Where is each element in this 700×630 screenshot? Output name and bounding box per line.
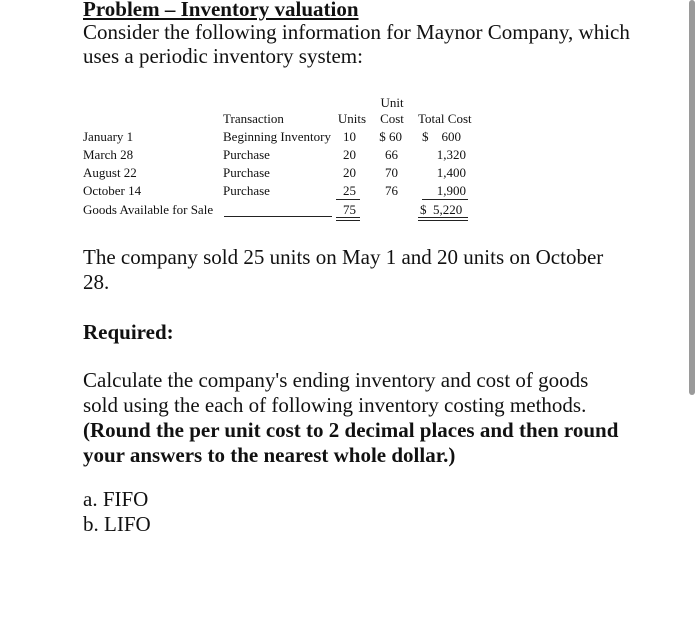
- row-transaction: Purchase: [223, 147, 270, 162]
- row-unit-cost: 66: [385, 147, 398, 162]
- total-cost-subtotal-line: [422, 199, 468, 200]
- intro-paragraph: Consider the following information for Maynor Company, which uses a periodic inventory system:: [83, 20, 630, 68]
- row-transaction: Purchase: [223, 183, 270, 198]
- row-units: 10: [343, 129, 356, 144]
- row-unit-cost: $ 60: [379, 129, 402, 144]
- instructions-paragraph: [83, 368, 628, 468]
- row-units: 20: [343, 165, 356, 180]
- header-total-cost: Total Cost: [418, 111, 472, 126]
- total-cost-value: $ 5,220: [420, 202, 463, 217]
- instructions-text: Calculate the company's ending inventory and cost of goods sold using the each of following inventory costing methods.: [83, 368, 589, 417]
- row-unit-cost: 70: [385, 165, 398, 180]
- methods-list: [83, 487, 151, 537]
- problem-title: Problem – Inventory valuation: [83, 0, 359, 21]
- method-item-fifo: a. FIFO: [83, 487, 149, 511]
- total-row-label: Goods Available for Sale: [83, 202, 214, 217]
- total-units: 75: [343, 202, 356, 217]
- row-total-cost: 1,320: [436, 147, 466, 162]
- vertical-scrollbar[interactable]: [689, 0, 695, 395]
- row-total-cost: $ 600: [422, 129, 461, 144]
- units-subtotal-line: [336, 199, 360, 200]
- total-double-line-top: [418, 217, 468, 218]
- row-date: March 28: [83, 147, 134, 162]
- required-heading: Required:: [83, 320, 174, 344]
- row-transaction: Beginning Inventory: [223, 129, 331, 144]
- header-transaction: Transaction: [223, 111, 284, 126]
- row-units: 25: [343, 183, 356, 198]
- total-row-rule: [224, 216, 332, 217]
- rounding-instruction: (Round the per unit cost to 2 decimal places and then round your answers to the nearest whole dollar.): [83, 418, 619, 467]
- row-units: 20: [343, 147, 356, 162]
- method-item-lifo: b. LIFO: [83, 512, 151, 536]
- header-unit-cost-line1: Unit: [380, 95, 404, 110]
- units-double-line-bottom: [336, 220, 360, 221]
- row-date: October 14: [83, 183, 142, 198]
- units-sold-paragraph: The company sold 25 units on May 1 and 20 units on October 28.: [83, 245, 604, 294]
- row-date: January 1: [83, 129, 134, 144]
- row-total-cost: 1,400: [436, 165, 466, 180]
- row-transaction: Purchase: [223, 165, 270, 180]
- units-double-line-top: [336, 217, 360, 218]
- header-units: Units: [337, 111, 366, 126]
- header-unit-cost-line2: Cost: [380, 111, 404, 126]
- row-date: August 22: [83, 165, 137, 180]
- total-double-line-bottom: [418, 220, 468, 221]
- row-unit-cost: 76: [385, 183, 398, 198]
- row-total-cost: 1,900: [436, 183, 466, 198]
